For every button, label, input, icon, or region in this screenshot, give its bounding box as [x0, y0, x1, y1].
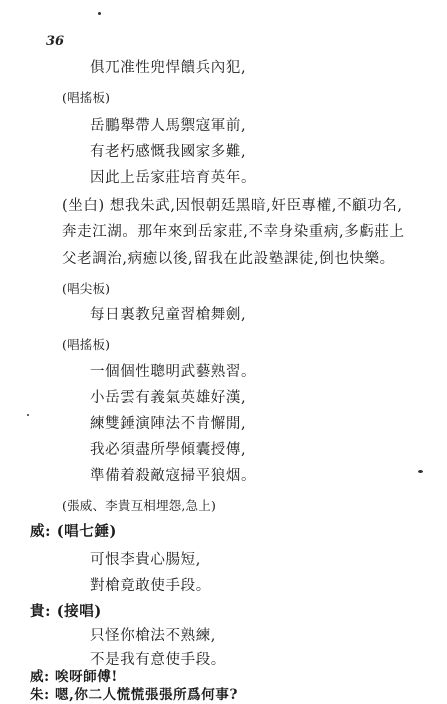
- verse-line: 小岳雲有義氣英雄好漢,: [90, 390, 247, 406]
- speaker-line: 威: 唉呀師傅!: [30, 669, 118, 685]
- stage-direction: (唱尖板): [62, 281, 111, 296]
- verse-line: 對槍竟敢使手段。: [90, 578, 211, 594]
- print-speck: [98, 12, 101, 15]
- spoken-line: 父老調治,病癒以後,留我在此設塾課徒,倒也快樂。: [62, 251, 395, 267]
- page-number: 36: [46, 34, 65, 49]
- spoken-line: (坐白) 想我朱武,因恨朝廷黑暗,奸臣專權,不顧功名,: [62, 198, 403, 214]
- verse-line: 不是我有意使手段。: [90, 652, 226, 668]
- verse-line: 練雙錘演陣法不肯懈閒,: [90, 416, 247, 432]
- verse-line: 每日裏教兒童習槍舞劍,: [90, 307, 247, 323]
- verse-line: 我必須盡所學傾囊授傳,: [90, 442, 247, 458]
- stage-direction: (唱搖板): [62, 90, 111, 105]
- verse-line: 可恨李貴心腸短,: [90, 552, 201, 568]
- speaker-line: 朱: 嗯,你二人慌慌張張所爲何事?: [30, 687, 238, 703]
- verse-line: 只怪你槍法不熟練,: [90, 628, 217, 644]
- stage-direction: (唱搖板): [62, 337, 111, 352]
- verse-line: 一個個性聰明武藝熟習。: [90, 364, 257, 380]
- verse-line: 俱兀准性兜悍饋兵內犯,: [90, 60, 247, 76]
- spoken-line: 奔走江湖。那年來到岳家莊,不幸身染重病,多虧莊上: [62, 224, 405, 240]
- speaker-line: 貴: (接唱): [30, 603, 102, 620]
- verse-line: 岳鵬舉帶人馬禦寇軍前,: [90, 118, 247, 134]
- print-speck: [27, 414, 29, 416]
- verse-line: 有老朽感慨我國家多難,: [90, 144, 247, 160]
- stage-direction: (張威、李貴互相埋怨,急上): [62, 498, 217, 513]
- speaker-line: 威: (唱七錘): [30, 523, 117, 540]
- print-speck: [418, 470, 423, 473]
- verse-line: 準備着殺敵寇掃平狼烟。: [90, 468, 257, 484]
- verse-line: 因此上岳家莊培育英年。: [90, 170, 257, 186]
